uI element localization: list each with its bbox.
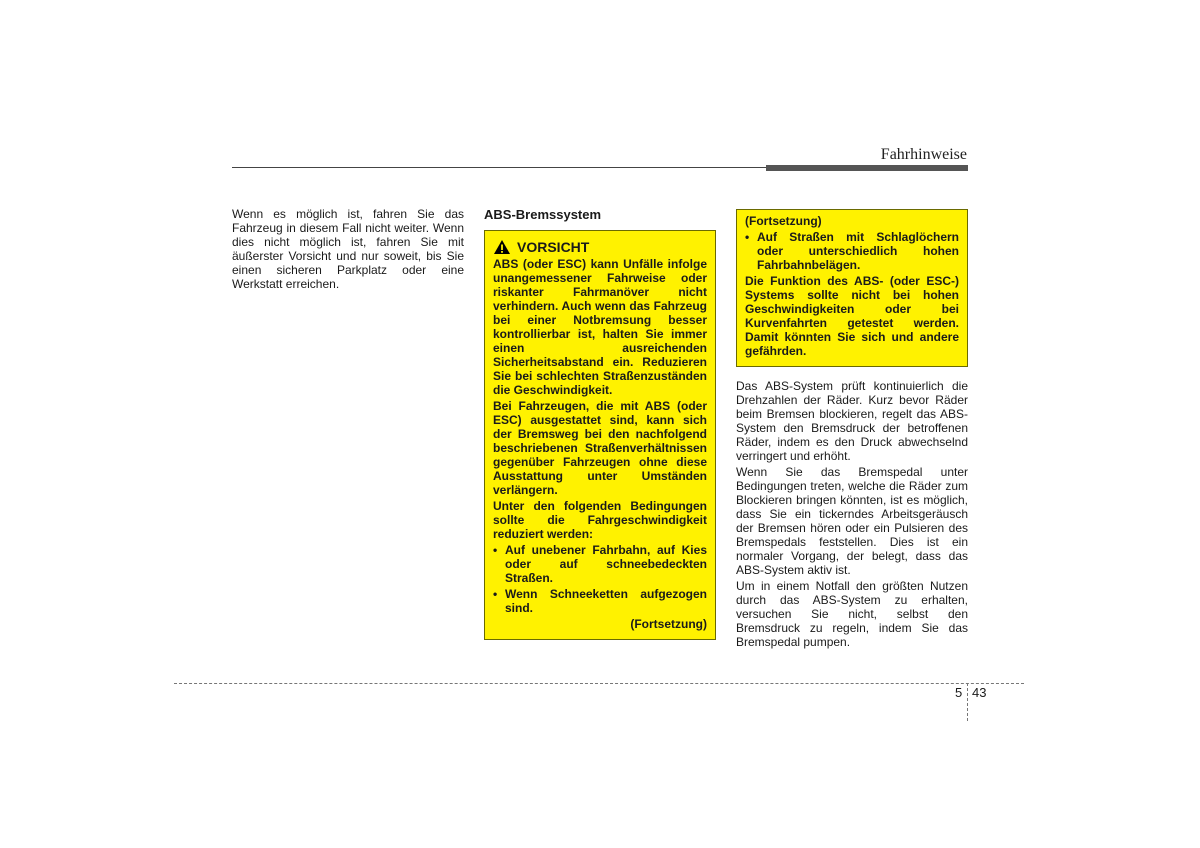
caution-box [484, 230, 716, 640]
caution-title [493, 239, 707, 255]
paragraph: Das ABS-System prüft kontinuierlich die Drehzahlen der Räder. Kurz bevor Räder beim Bremsen blockieren, regelt das ABS-System den Bremsdruck der betroffenen Räder, indem es den Druck abwechselnd verringert und erhöht. [736, 379, 968, 463]
caution-box-continued [736, 209, 968, 367]
caution-continued: (Fortsetzung) [630, 617, 707, 631]
caution-bullet: • Auf Straßen mit Schlaglöchern oder unterschiedlich hohen Fahrbahnbelägen. [745, 230, 959, 272]
caution-paragraph: Bei Fahrzeugen, die mit ABS (oder ESC) ausgestattet sind, kann sich der Bremsweg bei den nachfolgend beschriebenen Straßenverhältnissen gegenüber Fahrzeugen ohne diese Ausstattung unter Umständen verlängern. [493, 399, 707, 497]
warning-triangle-icon [493, 239, 511, 255]
column-left [232, 207, 464, 293]
column-middle [484, 207, 716, 640]
paragraph: Um in einem Notfall den größten Nutzen durch das ABS-System zu erhalten, versuchen Sie nicht, selbst den Bremsdruck zu regeln, indem Sie das Bremspedal pumpen. [736, 579, 968, 649]
caution-continued-label: (Fortsetzung) [745, 214, 822, 228]
footer-divider [967, 683, 968, 721]
caution-paragraph: Die Funktion des ABS- (oder ESC-) Systems sollte nicht bei hohen Geschwindigkeiten oder bei Kurvenfahrten getestet werden. Damit könnten Sie sich und andere gefährden. [745, 274, 959, 358]
column-right [736, 209, 968, 651]
chapter-number: 5 [955, 685, 963, 700]
caution-bullet: • Wenn Schneeketten aufgezogen sind. [493, 587, 707, 615]
paragraph: Wenn es möglich ist, fahren Sie das Fahrzeug in diesem Fall nicht weiter. Wenn dies nicht möglich ist, fahren Sie mit äußerster Vorsicht und nur soweit, bis Sie einen sicheren Parkplatz oder eine Werkstatt erreichen. [232, 207, 464, 291]
header-rule-accent [766, 165, 968, 171]
page-number: 43 [972, 685, 987, 700]
running-header: Fahrhinweise [880, 146, 967, 163]
caution-paragraph: Unter den folgenden Bedingungen sollte die Fahrgeschwindigkeit reduziert werden: [493, 499, 707, 541]
section-heading: ABS-Bremssystem [484, 207, 602, 222]
paragraph: Wenn Sie das Bremspedal unter Bedingungen treten, welche die Räder zum Blockieren bringen könnten, ist es möglich, dass Sie ein tickerndes Arbeitsgeräusch der Bremsen hören oder ein Pulsieren des Bremspedals feststellen. Dies ist ein normaler Vorgang, der belegt, dass das ABS-System aktiv ist. [736, 465, 968, 577]
caution-bullet: • Auf unebener Fahrbahn, auf Kies oder auf schneebedeckten Straßen. [493, 543, 707, 585]
caution-title-text: VORSICHT [517, 239, 590, 255]
footer-rule [174, 683, 1024, 684]
caution-paragraph: ABS (oder ESC) kann Unfälle infolge unangemessener Fahrweise oder riskanter Fahrmanöver nicht verhindern. Auch wenn das Fahrzeug bei einer Notbremsung besser kontrollierbar ist, halten Sie immer einen ausreichenden Sicherheitsabstand ein. Reduzieren Sie bei schlechten Straßenzuständen die Geschwindigkeit. [493, 257, 707, 397]
